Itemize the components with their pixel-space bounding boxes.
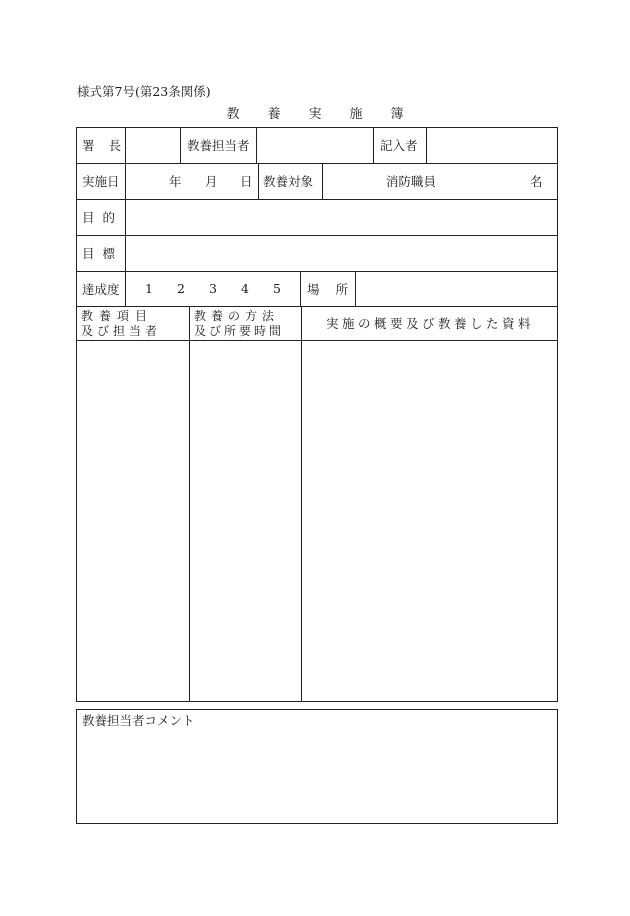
instructor-label: 教養担当者 bbox=[187, 138, 250, 153]
level-2: 2 bbox=[177, 281, 185, 296]
column-divider bbox=[125, 199, 126, 271]
column-divider bbox=[373, 127, 374, 163]
goal-label-text: 目標 bbox=[82, 246, 124, 261]
goal-label bbox=[82, 235, 123, 271]
purpose-label bbox=[82, 199, 123, 235]
place-label-text: 場所 bbox=[307, 281, 365, 297]
column-divider bbox=[322, 163, 323, 199]
column-divider bbox=[426, 127, 427, 163]
header-col-topic-line1: 教養項目 bbox=[81, 309, 154, 323]
column-divider bbox=[301, 306, 302, 702]
comment-label: 教養担当者コメント bbox=[82, 713, 195, 728]
row-divider bbox=[76, 235, 558, 236]
level-1: 1 bbox=[145, 281, 153, 296]
recorder-label: 記入者 bbox=[380, 138, 418, 153]
column-divider bbox=[189, 306, 190, 702]
count-unit: 名 bbox=[530, 174, 543, 189]
chief-label bbox=[82, 127, 136, 163]
row-divider bbox=[76, 163, 558, 164]
purpose-label-text: 目的 bbox=[82, 210, 124, 225]
column-divider bbox=[256, 127, 257, 163]
header-col-method-line1: 教養の方法 bbox=[194, 309, 280, 323]
header-col-method bbox=[194, 309, 296, 339]
column-divider bbox=[125, 271, 126, 306]
row-divider bbox=[76, 199, 558, 200]
form-number-label: 様式第7号(第23条関係) bbox=[77, 84, 211, 99]
header-col-topic bbox=[81, 309, 182, 339]
level-5: 5 bbox=[273, 281, 281, 296]
level-3: 3 bbox=[209, 281, 217, 296]
document-title: 教養実施簿 bbox=[226, 107, 432, 122]
date-label: 実施日 bbox=[82, 174, 120, 189]
chief-label-text: 署長 bbox=[82, 138, 136, 153]
place-label bbox=[307, 271, 364, 306]
header-col-summary-text: 実施の概要及び教養した資料 bbox=[325, 316, 534, 331]
column-divider bbox=[180, 127, 181, 163]
staff-label: 消防職員 bbox=[386, 174, 437, 189]
month-unit: 月 bbox=[205, 174, 218, 189]
level-4: 4 bbox=[241, 281, 249, 296]
main-form-table bbox=[76, 127, 558, 702]
column-divider bbox=[300, 271, 301, 306]
column-divider bbox=[258, 163, 259, 199]
day-unit: 日 bbox=[240, 174, 253, 189]
header-col-method-line2: 及び所要時間 bbox=[194, 324, 285, 338]
row-divider bbox=[76, 340, 558, 341]
achievement-label: 達成度 bbox=[82, 281, 120, 297]
column-divider bbox=[125, 163, 126, 199]
header-col-summary bbox=[302, 306, 558, 340]
header-col-topic-line2: 及び担当者 bbox=[81, 324, 162, 338]
year-unit: 年 bbox=[169, 174, 182, 189]
target-label: 教養対象 bbox=[263, 174, 314, 189]
